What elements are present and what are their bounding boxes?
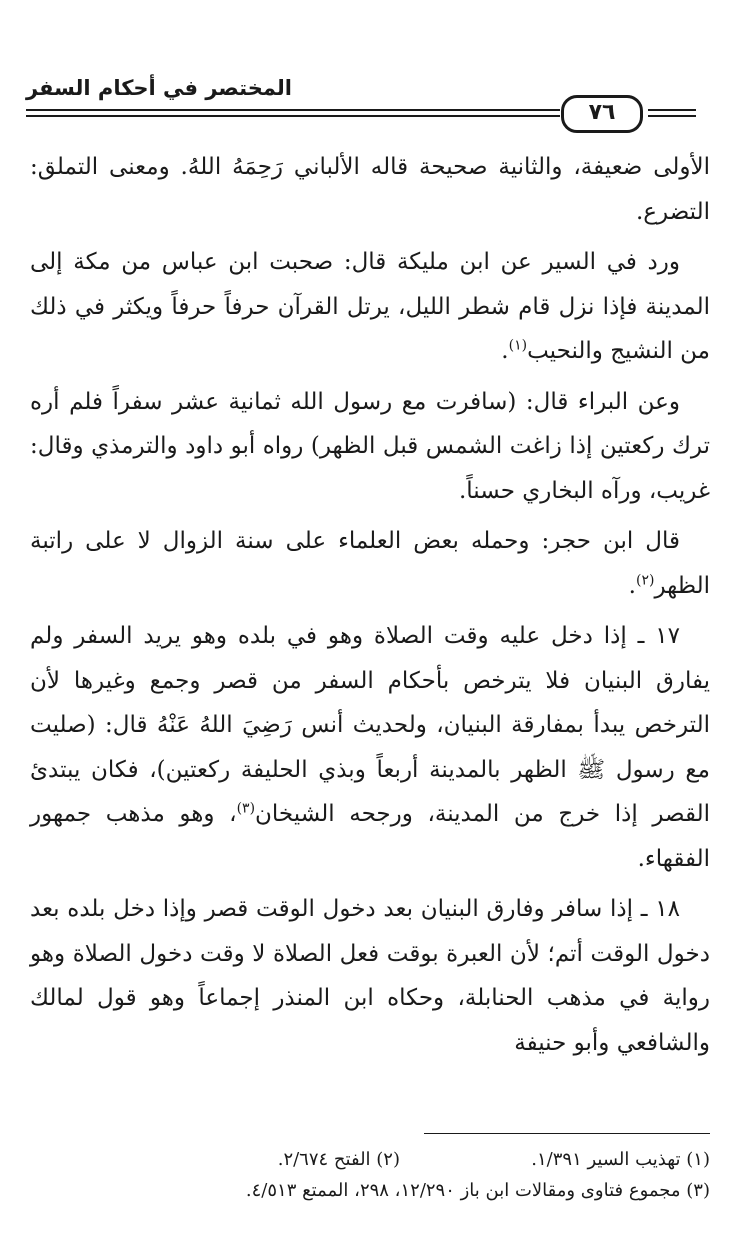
paragraph-6-text: ١٨ ـ إذا سافر وفارق البنيان بعد دخول الوقت قصر وإذا دخل بلده بعد دخول الوقت أتم؛ لأن العبرة بوقت فعل الصلاة لا وقت دخول الصلاة وهو رواية في مذهب الحنابلة، وحكاه ابن المنذر إجماعاً وهو قول لمالك والشافعي وأبو حنيفة [30,896,710,1056]
paragraph-5-tail: ، وهو مذهب جمهور الفقهاء. [30,801,710,872]
paragraph-3-text: وعن البراء قال: (سافرت مع رسول الله ثمانية عشر سفراً فلم أره ترك ركعتين إذا زاغت الشمس قبل الظهر) رواه أبو داود والترمذي وقال: غريب، ورآه البخاري حسناً. [30,388,710,504]
paragraph-4-tail: . [628,572,636,599]
footnotes [30,1144,710,1206]
body-text [30,145,710,1071]
header-rule-upper [26,109,560,111]
paragraph-2-tail: . [501,338,509,364]
footnote-3: (٣) مجموع فتاوى ومقالات ابن باز ١٢/٢٩٠، ٢٩٨، الممتع ٤/٥١٣. [245,1180,710,1201]
footnote-row-1 [30,1144,710,1175]
paragraph-5-text: ١٧ ـ إذا دخل عليه وقت الصلاة وهو في بلده وهو يريد السفر ولم يفارق البنيان فلا يترخص بأحكام السفر من قصر وجمع وغيرها لأن الترخص يبدأ بمفارقة البنيان، ولحديث أنس رَضِيَ اللهُ عَنْهُ قال: (صليت مع رسول ﷺ الظهر بالمدينة أربعاً وبذي الحليفة ركعتين)، فكان يبتدئ القصر إذا خرج من المدينة، ورجحه الشيخان [30,623,710,827]
footnote-1: (١) تهذيب السير ١/٣٩١. [531,1149,710,1170]
header-rule-lower [26,115,560,117]
footnote-ref-1[interactable]: (١) [508,337,528,354]
paragraph-1 [30,145,710,234]
footnote-ref-3[interactable]: (٣) [236,800,256,817]
footnote-ref-2[interactable]: (٢) [635,571,655,588]
footnote-separator [424,1133,710,1134]
paragraph-4 [30,519,710,608]
paragraph-5 [30,614,710,881]
paragraph-4-text: قال ابن حجر: وحمله بعض العلماء على سنة الزوال لا على راتبة الظهر [30,528,710,599]
page-number: ٧٦ [561,95,643,133]
header-rule-right-lower [648,115,696,117]
paragraph-3 [30,380,710,514]
paragraph-2 [30,240,710,374]
paragraph-1-text: الأولى ضعيفة، والثانية صحيحة قاله الألباني رَحِمَهُ اللهُ. ومعنى التملق: التضرع. [30,154,710,225]
running-title: المختصر في أحكام السفر [25,76,292,100]
paragraph-6 [30,887,710,1065]
paragraph-2-text: ورد في السير عن ابن مليكة قال: صحبت ابن عباس من مكة إلى المدينة فإذا نزل قام شطر الليل، يرتل القرآن حرفاً حرفاً ويكثر في ذلك من النشيج والنحيب [30,249,710,364]
footnote-row-2 [30,1175,710,1206]
header-rule-right-upper [648,109,696,111]
footnote-2: (٢) الفتح ٢/٦٧٤. [277,1149,400,1170]
